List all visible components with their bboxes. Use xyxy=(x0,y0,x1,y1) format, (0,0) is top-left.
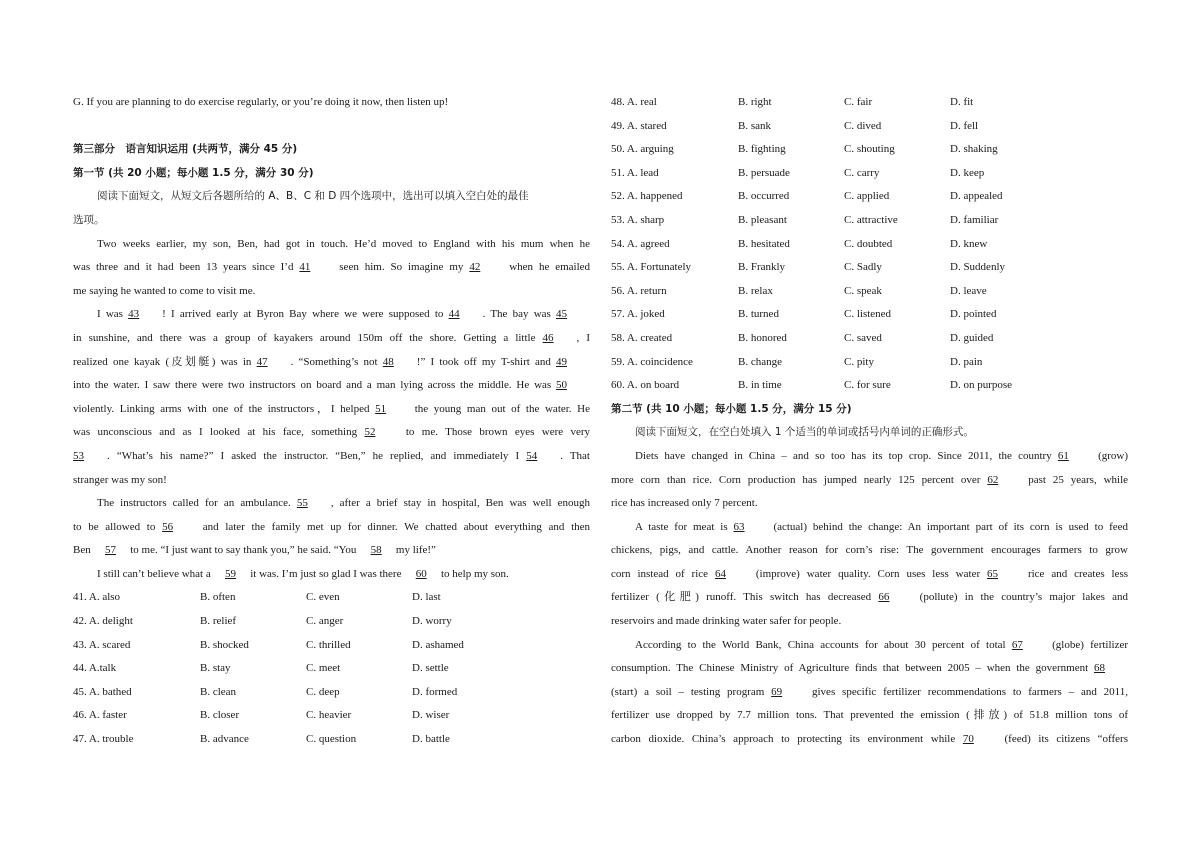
passage-line: (start) a soil – testing program 69 gives specific fertilizer recommendations to farmers – and 2011, xyxy=(611,681,1128,705)
passage-line: chickens, pigs, and cattle. Another reason for corn’s rise: The government encourages farmers to grow xyxy=(611,544,1128,557)
passage-line: I was 43 ! I arrived early at Byron Bay where we were supposed to 44 . The bay was 45 xyxy=(73,303,590,327)
blank-55[interactable]: 55 xyxy=(296,497,308,510)
passage-line: to be allowed to 56 and later the family met up for dinner. We chatted about everything and then xyxy=(73,516,590,540)
passage-line: consumption. The Chinese Ministry of Agriculture finds that between 2005 – when the government 68 xyxy=(611,657,1128,681)
passage-line: was three and it had been 13 years since I’d 41 seen him. So imagine my 42 when he emailed xyxy=(73,256,590,280)
blank-47[interactable]: 47 xyxy=(256,355,268,368)
passage-line: into the water. I saw there were two instructors on board and a man lying across the middle. He was 50 xyxy=(73,374,590,398)
blank-48[interactable]: 48 xyxy=(382,355,394,368)
blank-43[interactable]: 43 xyxy=(128,308,140,321)
blank-41[interactable]: 41 xyxy=(299,261,311,274)
passage-line: was unconscious and as I looked at his face, something 52 to me. Those brown eyes were very xyxy=(73,421,590,445)
option-row: 53. A. sharp B. pleasant C. attractive D. familiar xyxy=(611,213,999,226)
left-column xyxy=(73,91,590,752)
blank-70[interactable]: 70 xyxy=(962,733,974,746)
passage-line: Ben 57 to me. “I just want to say thank you,” he said. “You 58 my life!” xyxy=(73,539,590,563)
instruction-line: 阅读下面短文，从短文后各题所给的 A、B、C 和 D 四个选项中，选出可以填入空白处的最佳 xyxy=(97,190,529,203)
option-row: 51. A. lead B. persuade C. carry D. keep xyxy=(611,166,985,179)
blank-45[interactable]: 45 xyxy=(556,308,567,321)
section1-heading: 第一节 (共 20 小题；每小题 1.5 分，满分 30 分) xyxy=(73,166,314,179)
passage-line: rice has increased only 7 percent. xyxy=(611,497,758,510)
option-row: 50. A. arguing B. fighting C. shouting D. shaking xyxy=(611,143,998,156)
passage-line: According to the World Bank, China accounts for about 30 percent of total 67 (globe) fertilizer xyxy=(611,634,1128,658)
option-row: 49. A. stared B. sank C. dived D. fell xyxy=(611,119,979,132)
passage-line: stranger was my son! xyxy=(73,473,167,486)
option-row: 45. A. bathed B. clean C. deep D. formed xyxy=(73,685,458,698)
option-row: 43. A. scared B. shocked C. thrilled D. ashamed xyxy=(73,638,464,651)
option-row: 52. A. happened B. occurred C. applied D. appealed xyxy=(611,190,1003,203)
option-row: 59. A. coincidence B. change C. pity D. pain xyxy=(611,355,983,368)
option-row: 57. A. joked B. turned C. listened D. pointed xyxy=(611,308,997,321)
passage-line: fertilizer (化肥) runoff. This switch has decreased 66 (pollute) in the country’s major lakes and xyxy=(611,586,1128,610)
passage-line: The instructors called for an ambulance. 55 , after a brief stay in hospital, Ben was well enough xyxy=(73,492,590,516)
blank-57[interactable]: 57 xyxy=(104,544,116,557)
option-row: 46. A. faster B. closer C. heavier D. wiser xyxy=(73,709,450,722)
passage-line: more corn than rice. Corn production has jumped nearly 125 percent over 62 past 25 years, while xyxy=(611,469,1128,493)
option-row: 48. A. real B. right C. fair D. fit xyxy=(611,96,974,108)
option-g-line: G. If you are planning to do exercise regularly, or you’re doing it now, then listen up! xyxy=(73,96,449,108)
blank-53[interactable]: 53 xyxy=(73,449,84,462)
passage-line: violently. Linking arms with one of the instructors，I helped 51 the young man out of the water. He xyxy=(73,398,590,422)
option-row: 54. A. agreed B. hesitated C. doubted D. knew xyxy=(611,237,988,250)
section2-instruction: 阅读下面短文，在空白处填入 1 个适当的单词或括号内单词的正确形式。 xyxy=(635,426,974,439)
blank-68[interactable]: 68 xyxy=(1094,662,1105,675)
option-row: 44. A.talk B. stay C. meet D. settle xyxy=(73,662,449,675)
section2-heading: 第二节 (共 10 小题；每小题 1.5 分，满分 15 分) xyxy=(611,402,852,415)
blank-69[interactable]: 69 xyxy=(771,685,783,698)
option-row: 60. A. on board B. in time C. for sure D. on purpose xyxy=(611,379,1013,392)
blank-64[interactable]: 64 xyxy=(714,567,726,580)
blank-66[interactable]: 66 xyxy=(878,591,890,604)
option-row: 47. A. trouble B. advance C. question D. battle xyxy=(73,733,450,746)
blank-46[interactable]: 46 xyxy=(542,331,554,344)
blank-42[interactable]: 42 xyxy=(469,261,481,274)
passage-line: fertilizer use dropped by 7.7 million tons. That prevented the emission (排放) of 51.8 million tons of xyxy=(611,709,1128,722)
part3-heading: 第三部分 语言知识运用 (共两节，满分 45 分) xyxy=(73,143,298,156)
blank-52[interactable]: 52 xyxy=(364,426,376,439)
passage-line: realized one kayak (皮划艇) was in 47 . “Something’s not 48 !” I took off my T-shirt and 49 xyxy=(73,351,590,375)
passage-line: reservoirs and made drinking water safer for people. xyxy=(611,615,842,628)
blank-56[interactable]: 56 xyxy=(162,520,174,533)
blank-62[interactable]: 62 xyxy=(987,473,999,486)
blank-54[interactable]: 54 xyxy=(526,449,538,462)
blank-61[interactable]: 61 xyxy=(1057,449,1069,462)
option-row: 42. A. delight B. relief C. anger D. worry xyxy=(73,615,452,628)
instruction-line-2: 选项。 xyxy=(73,213,105,226)
blank-49[interactable]: 49 xyxy=(556,355,568,368)
option-row: 41. A. also B. often C. even D. last xyxy=(73,591,441,604)
blank-50[interactable]: 50 xyxy=(556,379,568,392)
option-row: 58. A. created B. honored C. saved D. guided xyxy=(611,331,994,344)
passage-line: me saying he wanted to come to visit me. xyxy=(73,284,256,297)
blank-44[interactable]: 44 xyxy=(448,308,460,321)
blank-60[interactable]: 60 xyxy=(415,567,427,580)
blank-51[interactable]: 51 xyxy=(375,402,387,415)
option-row: 56. A. return B. relax C. speak D. leave xyxy=(611,284,987,297)
passage-line: Diets have changed in China – and so too has its top crop. Since 2011, the country 61 (grow) xyxy=(611,445,1128,469)
right-column xyxy=(611,91,1128,752)
blank-58[interactable]: 58 xyxy=(370,544,382,557)
option-row: 55. A. Fortunately B. Frankly C. Sadly D. Suddenly xyxy=(611,261,1005,274)
passage-line: corn instead of rice 64 (improve) water quality. Corn uses less water 65 rice and creates less xyxy=(611,563,1128,587)
passage-line: carbon dioxide. China’s approach to protecting its environment while 70 (feed) its citizens “offers xyxy=(611,728,1128,752)
blank-59[interactable]: 59 xyxy=(224,567,236,580)
passage-line: A taste for meat is 63 (actual) behind the change: An important part of its corn is used to feed xyxy=(611,516,1128,540)
blank-67[interactable]: 67 xyxy=(1011,638,1023,651)
blank-65[interactable]: 65 xyxy=(987,567,999,580)
passage-line: in sunshine, and there was a group of kayakers around 150m off the shore. Getting a little 46 , I xyxy=(73,327,590,351)
passage-line: I still can’t believe what a 59 it was. I’m just so glad I was there 60 to help my son. xyxy=(73,563,590,587)
blank-63[interactable]: 63 xyxy=(733,520,745,533)
passage-line: Two weeks earlier, my son, Ben, had got in touch. He’d moved to England with his mum when he xyxy=(97,237,590,250)
passage-line: 53 . “What’s his name?” I asked the instructor. “Ben,” he replied, and immediately I 54 . That xyxy=(73,445,590,469)
